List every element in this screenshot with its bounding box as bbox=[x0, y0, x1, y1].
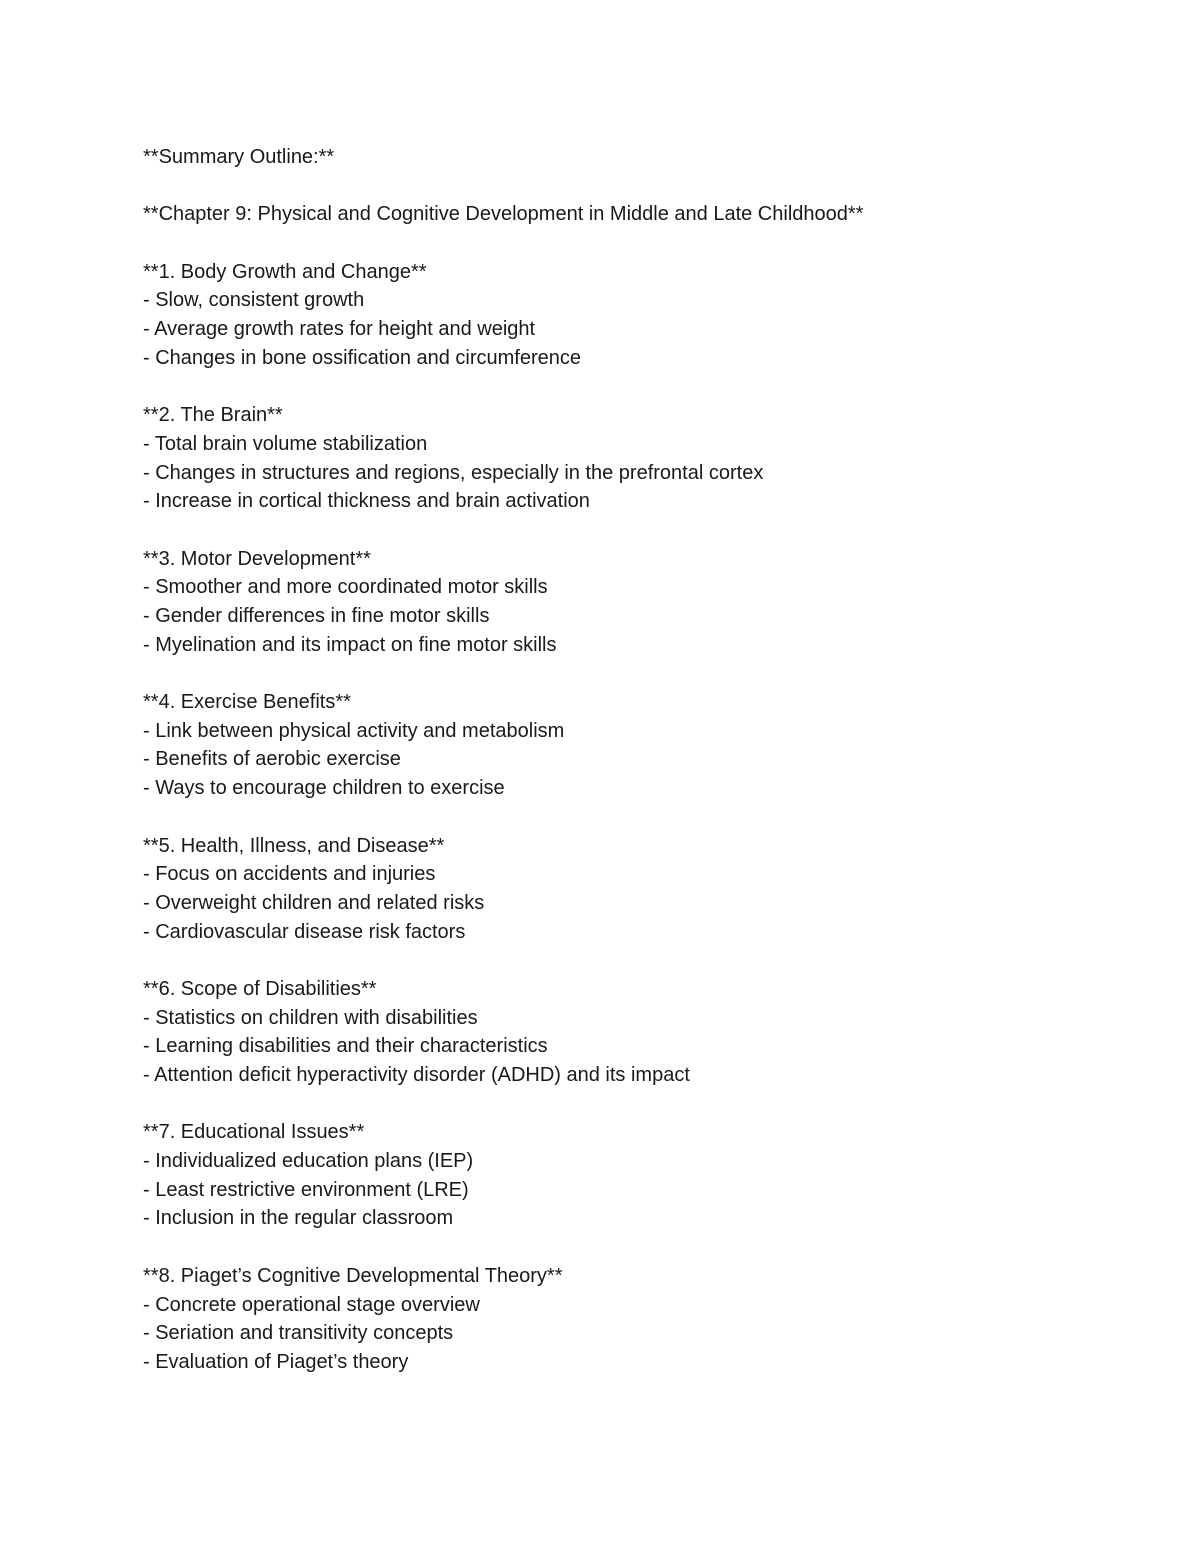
bullet-item: - Least restrictive environment (LRE) bbox=[143, 1178, 469, 1201]
section-heading: **3. Motor Development** bbox=[143, 547, 371, 570]
bullet-item: - Myelination and its impact on fine motor skills bbox=[143, 633, 557, 656]
section-piaget-theory bbox=[143, 1262, 1123, 1377]
bullet-item: - Overweight children and related risks bbox=[143, 891, 485, 914]
blank-line bbox=[143, 659, 1123, 688]
bullet-item: - Gender differences in fine motor skills bbox=[143, 605, 490, 627]
section-heading: **2. The Brain** bbox=[143, 404, 283, 427]
blank-line bbox=[143, 516, 1123, 545]
chapter-heading: **Chapter 9: Physical and Cognitive Development in Middle and Late Childhood** bbox=[143, 203, 864, 226]
blank-line bbox=[143, 1233, 1123, 1262]
section-scope-of-disabilities bbox=[143, 975, 1123, 1090]
blank-line bbox=[143, 229, 1123, 258]
section-body-growth bbox=[143, 258, 1123, 373]
bullet-item: - Attention deficit hyperactivity disorder (ADHD) and its impact bbox=[143, 1064, 690, 1086]
bullet-item: - Slow, consistent growth bbox=[143, 289, 365, 312]
document-body bbox=[143, 143, 1123, 1377]
section-heading: **5. Health, Illness, and Disease** bbox=[143, 834, 445, 857]
bullet-item: - Total brain volume stabilization bbox=[143, 432, 428, 455]
blank-line bbox=[143, 1090, 1123, 1119]
section-heading: **8. Piaget’s Cognitive Developmental Theory** bbox=[143, 1264, 563, 1287]
bullet-item: - Evaluation of Piaget’s theory bbox=[143, 1350, 409, 1373]
section-heading: **7. Educational Issues** bbox=[143, 1121, 365, 1144]
outline-heading: **Summary Outline:** bbox=[143, 146, 335, 168]
blank-line bbox=[143, 373, 1123, 402]
section-motor-development bbox=[143, 545, 1123, 660]
section-heading: **6. Scope of Disabilities** bbox=[143, 977, 377, 1000]
bullet-item: - Inclusion in the regular classroom bbox=[143, 1207, 454, 1230]
blank-line bbox=[143, 803, 1123, 832]
bullet-item: - Cardiovascular disease risk factors bbox=[143, 920, 466, 943]
blank-line bbox=[143, 946, 1123, 975]
bullet-item: - Increase in cortical thickness and brain activation bbox=[143, 490, 590, 513]
section-health-illness-disease bbox=[143, 832, 1123, 947]
bullet-item: - Benefits of aerobic exercise bbox=[143, 748, 401, 771]
bullet-item: - Changes in structures and regions, especially in the prefrontal cortex bbox=[143, 461, 764, 484]
bullet-item: - Average growth rates for height and weight bbox=[143, 318, 536, 341]
section-brain bbox=[143, 401, 1123, 516]
bullet-item: - Smoother and more coordinated motor skills bbox=[143, 576, 548, 599]
section-heading: **4. Exercise Benefits** bbox=[143, 691, 351, 714]
bullet-item: - Link between physical activity and metabolism bbox=[143, 719, 565, 742]
section-exercise-benefits bbox=[143, 688, 1123, 803]
bullet-item: - Statistics on children with disabilities bbox=[143, 1006, 478, 1029]
bullet-item: - Ways to encourage children to exercise bbox=[143, 777, 505, 800]
bullet-item: - Learning disabilities and their characteristics bbox=[143, 1035, 548, 1058]
blank-line bbox=[143, 172, 1123, 201]
bullet-item: - Seriation and transitivity concepts bbox=[143, 1322, 454, 1345]
section-heading: **1. Body Growth and Change** bbox=[143, 260, 427, 283]
bullet-item: - Focus on accidents and injuries bbox=[143, 863, 436, 886]
bullet-item: - Changes in bone ossification and circumference bbox=[143, 346, 582, 369]
section-educational-issues bbox=[143, 1118, 1123, 1233]
bullet-item: - Concrete operational stage overview bbox=[143, 1293, 480, 1316]
bullet-item: - Individualized education plans (IEP) bbox=[143, 1150, 474, 1173]
